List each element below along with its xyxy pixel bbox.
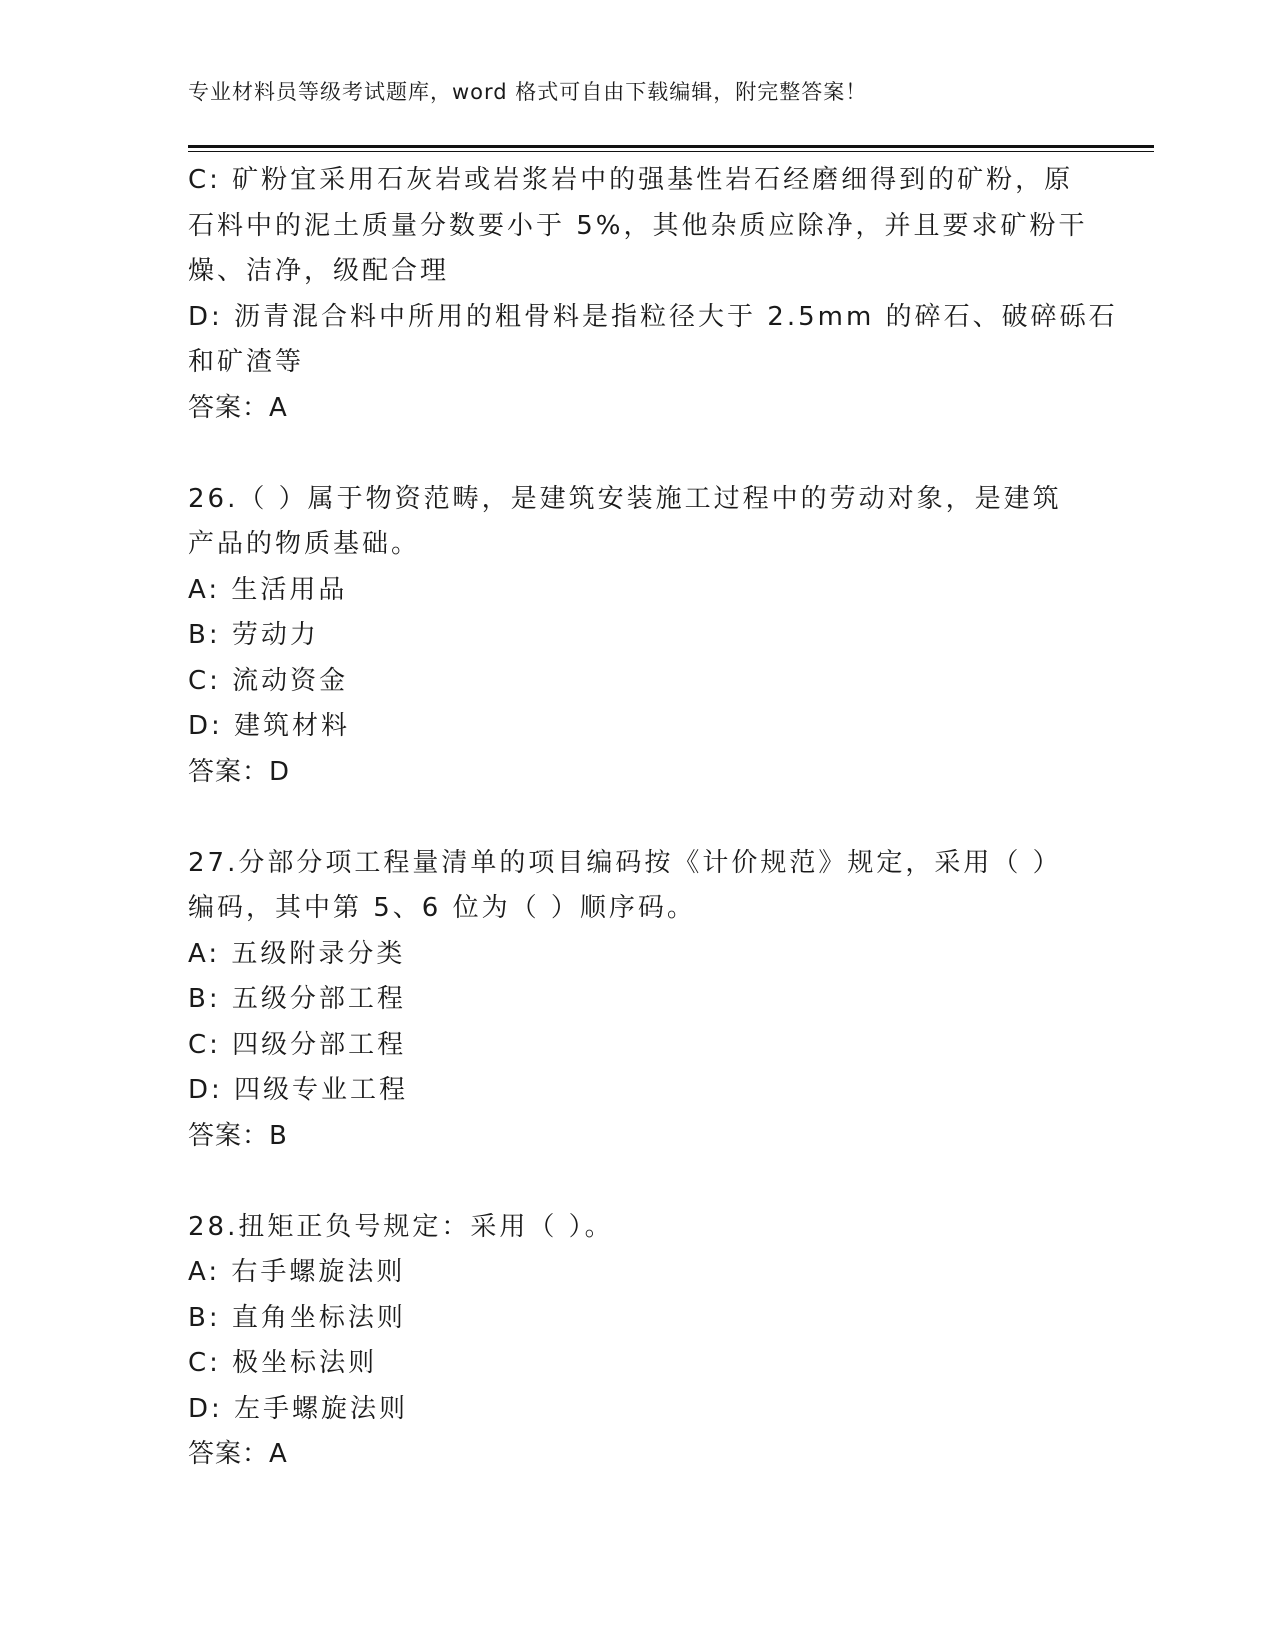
question-25-tail	[188, 158, 1118, 431]
option-c-line: 燥、洁净，级配合理	[188, 256, 450, 286]
answer-line: 答案：A	[188, 392, 288, 423]
page-header: 专业材料员等级考试题库，word 格式可自由下载编辑，附完整答案！	[188, 80, 868, 104]
question-stem: 产品的物质基础。	[188, 529, 421, 559]
option-a: A: 五级附录分类	[188, 938, 406, 969]
option-c: C: 四级分部工程	[188, 1029, 407, 1060]
answer-line: 答案：A	[188, 1439, 288, 1469]
option-c: C: 流动资金	[188, 665, 349, 696]
spacer	[188, 431, 1088, 477]
question-26	[188, 477, 1088, 796]
question-28	[188, 1205, 1088, 1478]
answer-line: 答案：B	[188, 1120, 288, 1151]
question-stem: 26.（ ）属于物资范畴，是建筑安装施工过程中的劳动对象，是建筑	[188, 483, 1062, 514]
question-stem: 编码，其中第 5、6 位为（ ）顺序码。	[188, 893, 696, 923]
option-a: A: 右手螺旋法则	[188, 1257, 406, 1287]
option-d: D: 左手螺旋法则	[188, 1393, 409, 1424]
option-a: A: 生活用品	[188, 574, 348, 605]
option-d: D: 建筑材料	[188, 711, 351, 741]
spacer	[188, 795, 1088, 841]
option-c: C: 极坐标法则	[188, 1348, 378, 1378]
option-d-line: 和矿渣等	[188, 347, 305, 377]
spacer	[188, 1159, 1088, 1205]
option-d-line: D: 沥青混合料中所用的粗骨料是指粒径大于 2.5mm 的碎石、破碎砾石	[188, 301, 1118, 332]
option-d: D: 四级专业工程	[188, 1075, 409, 1105]
header-rule-thin	[188, 151, 1154, 152]
question-content	[188, 158, 1118, 1478]
option-b: B: 劳动力	[188, 620, 319, 650]
question-stem: 28.扭矩正负号规定：采用（ ）。	[188, 1211, 614, 1242]
option-c-line: 石料中的泥土质量分数要小于 5%，其他杂质应除净，并且要求矿粉干	[188, 210, 1088, 241]
question-stem: 27.分部分项工程量清单的项目编码按《计价规范》规定，采用（ ）	[188, 847, 1062, 878]
option-c-line: C: 矿粉宜采用石灰岩或岩浆岩中的强基性岩石经磨细得到的矿粉，原	[188, 165, 1074, 195]
option-b: B: 直角坐标法则	[188, 1302, 406, 1333]
question-27	[188, 841, 1088, 1160]
answer-line: 答案：D	[188, 756, 291, 787]
header-rule-thick	[188, 145, 1154, 148]
option-b: B: 五级分部工程	[188, 984, 406, 1014]
